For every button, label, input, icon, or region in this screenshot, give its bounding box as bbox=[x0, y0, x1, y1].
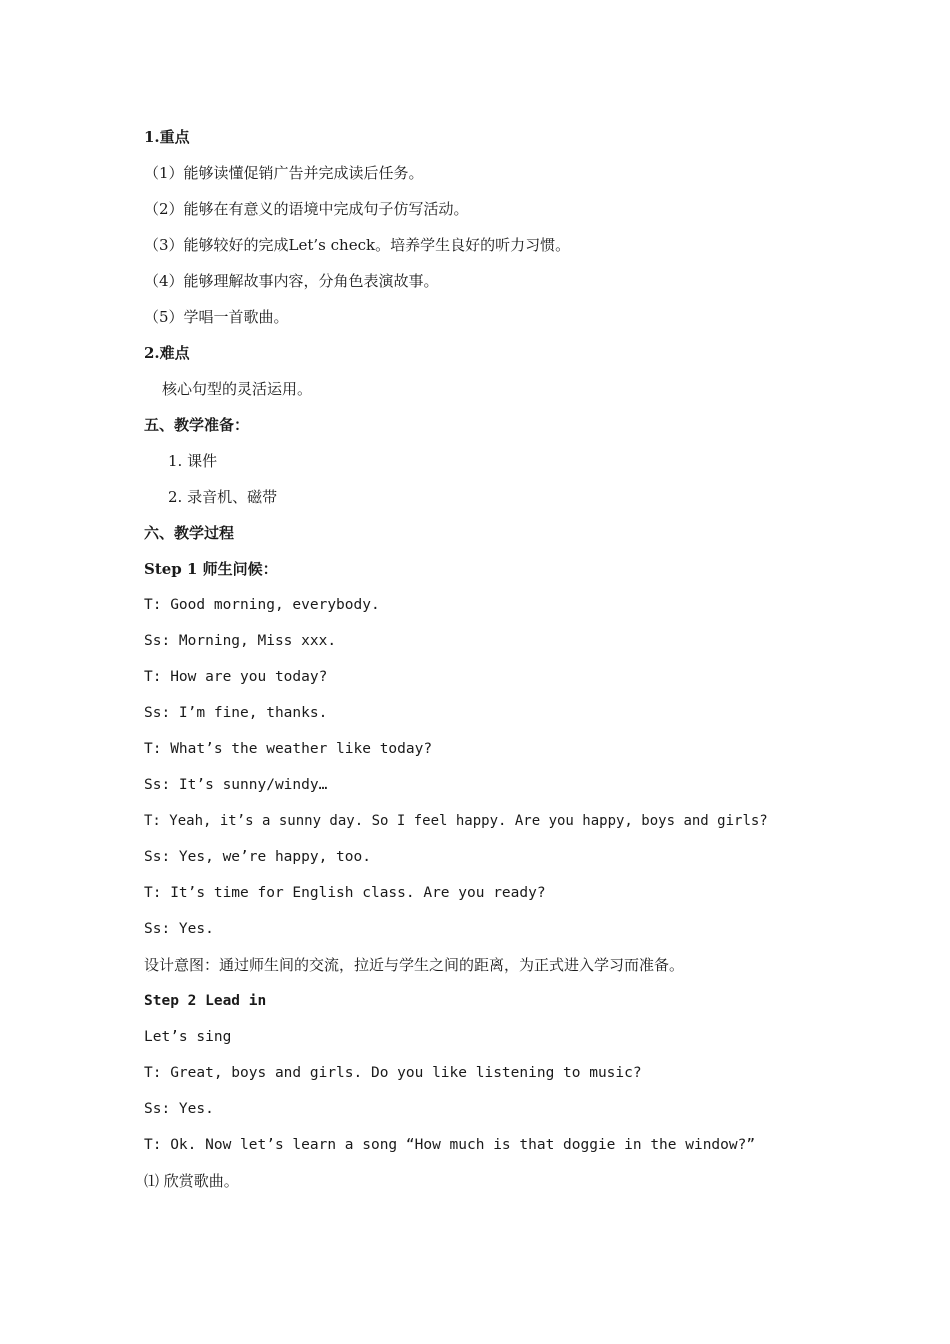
dialogue-line: T: Good morning, everybody. bbox=[144, 597, 380, 613]
key-point-item: （2）能够在有意义的语境中完成句子仿写活动。 bbox=[144, 200, 469, 218]
step2-line: Ss: Yes. bbox=[144, 1101, 214, 1117]
key-point-item: （5）学唱一首歌曲。 bbox=[144, 308, 289, 326]
step1-title: Step 1 师生问候： bbox=[144, 560, 278, 578]
heading-difficulty: 2.难点 bbox=[144, 344, 190, 362]
step2-line: T: Ok. Now let’s learn a song “How much is that doggie in the window?” bbox=[144, 1137, 756, 1153]
key-point-item: （4）能够理解故事内容，分角色表演故事。 bbox=[144, 272, 439, 290]
step2-line: ⑴ 欣赏歌曲。 bbox=[144, 1172, 239, 1190]
difficulty-text: 核心句型的灵活运用。 bbox=[162, 380, 313, 398]
prep-item: 1. 课件 bbox=[168, 452, 218, 470]
dialogue-line: Ss: Yes, we’re happy, too. bbox=[144, 849, 371, 865]
key-point-item: （1）能够读懂促销广告并完成读后任务。 bbox=[144, 164, 424, 182]
dialogue-line: Ss: It’s sunny/windy… bbox=[144, 777, 328, 793]
dialogue-line: Ss: I’m fine, thanks. bbox=[144, 705, 328, 721]
step2-line: Let’s sing bbox=[144, 1029, 232, 1045]
design-intent: 设计意图：通过师生间的交流，拉近与学生之间的距离，为正式进入学习而准备。 bbox=[144, 956, 685, 974]
step2-line: T: Great, boys and girls. Do you like listening to music? bbox=[144, 1065, 642, 1081]
heading-key-points: 1.重点 bbox=[144, 128, 190, 146]
key-point-item: （3）能够较好的完成Let’s check。培养学生良好的听力习惯。 bbox=[144, 236, 571, 254]
section-teaching-process: 六、教学过程 bbox=[144, 524, 235, 542]
section-teaching-prep: 五、教学准备： bbox=[144, 416, 250, 434]
prep-item: 2. 录音机、磁带 bbox=[168, 488, 278, 506]
dialogue-line: T: Yeah, it’s a sunny day. So I feel happy. Are you happy, boys and girls? bbox=[144, 813, 768, 829]
dialogue-line: T: How are you today? bbox=[144, 669, 328, 685]
dialogue-line: T: What’s the weather like today? bbox=[144, 741, 433, 757]
dialogue-line: Ss: Morning, Miss xxx. bbox=[144, 633, 337, 649]
step2-title: Step 2 Lead in bbox=[144, 993, 267, 1009]
dialogue-line: T: It’s time for English class. Are you ready? bbox=[144, 885, 546, 901]
dialogue-line: Ss: Yes. bbox=[144, 921, 214, 937]
